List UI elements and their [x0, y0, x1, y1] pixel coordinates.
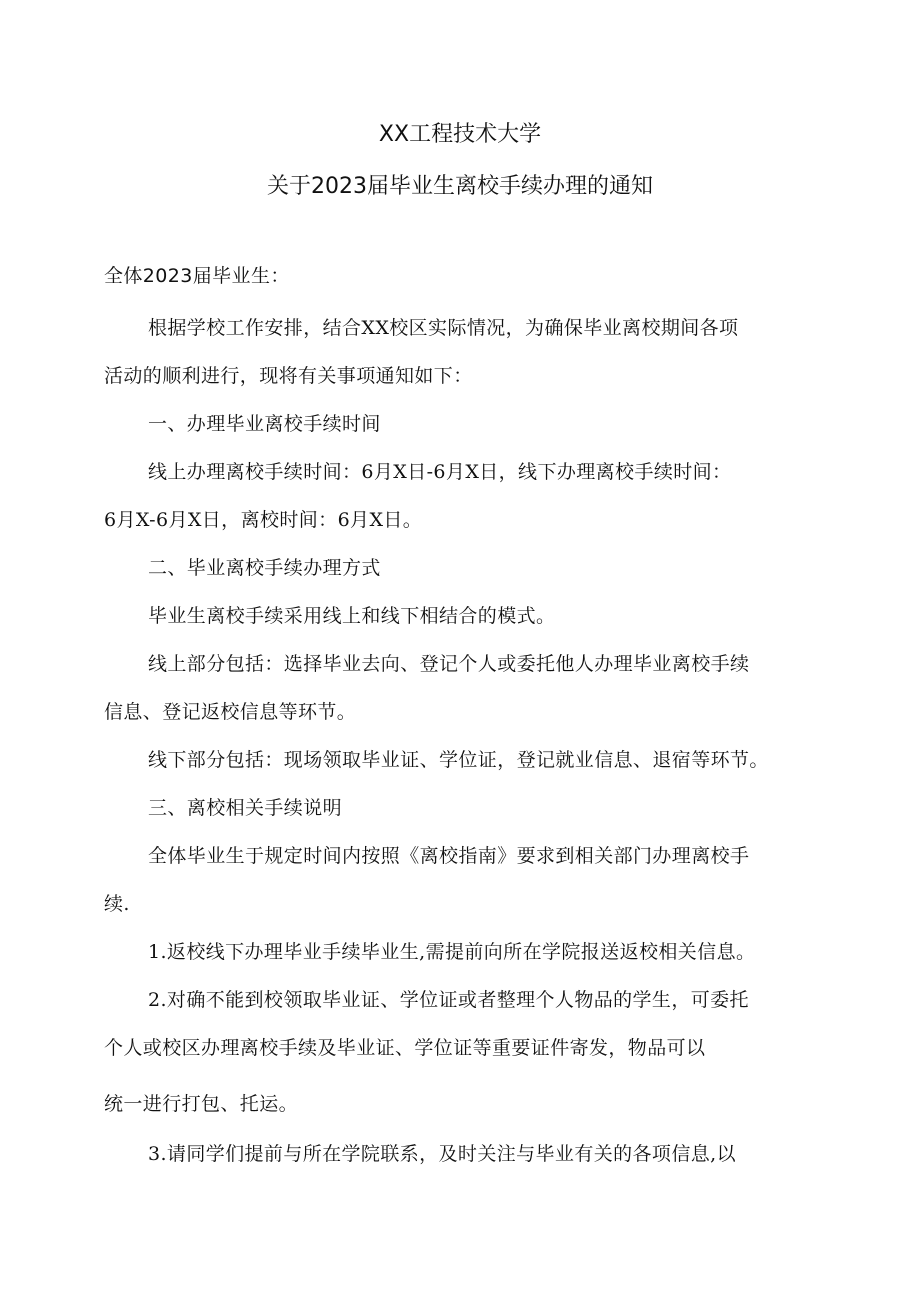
section-1-heading: 一、办理毕业离校手续时间: [148, 413, 381, 435]
section-2-para-2-line-2: 信息、登记返校信息等环节。: [104, 701, 357, 723]
section-3-para-line-2: 续.: [104, 893, 130, 915]
section-3-heading: 三、离校相关手续说明: [148, 797, 343, 819]
section-2-para-1: 毕业生离校手续采用线上和线下相结合的模式。: [148, 605, 556, 627]
section-2-para-2-line-1: 线上部分包括：选择毕业去向、登记个人或委托他人办理毕业离校手续: [148, 653, 750, 675]
section-2-para-3: 线下部分包括：现场领取毕业证、学位证，登记就业信息、退宿等环节。: [148, 749, 769, 771]
university-title: XX工程技术大学: [378, 122, 542, 147]
section-3-para-line-1: 全体毕业生于规定时间内按照《离校指南》要求到相关部门办理离校手: [148, 845, 750, 867]
intro-line-2: 活动的顺利进行，现将有关事项通知如下：: [104, 365, 473, 387]
notice-title: 关于2023届毕业生离校手续办理的通知: [267, 174, 653, 199]
section-3-item-1: 1.返校线下办理毕业手续毕业生,需提前向所在学院报送返校相关信息。: [148, 941, 756, 963]
intro-line-1: 根据学校工作安排，结合XX校区实际情况，为确保毕业离校期间各项: [148, 317, 739, 339]
section-3-item-3-line-1: 3.请同学们提前与所在学院联系，及时关注与毕业有关的各项信息,以: [148, 1143, 736, 1165]
salutation: 全体2023届毕业生：: [104, 265, 290, 287]
section-3-item-2-line-1: 2.对确不能到校领取毕业证、学位证或者整理个人物品的学生，可委托: [148, 989, 749, 1011]
section-1-para-line-2: 6月X-6月X日，离校时间：6月X日。: [104, 509, 423, 531]
section-2-heading: 二、毕业离校手续办理方式: [148, 557, 381, 579]
section-1-para-line-1: 线上办理离校手续时间：6月X日-6月X日，线下办理离校手续时间：: [148, 461, 732, 483]
section-3-item-2-line-2: 个人或校区办理离校手续及毕业证、学位证等重要证件寄发，物品可以: [104, 1037, 706, 1059]
section-3-item-2-line-3: 统一进行打包、托运。: [104, 1093, 299, 1115]
